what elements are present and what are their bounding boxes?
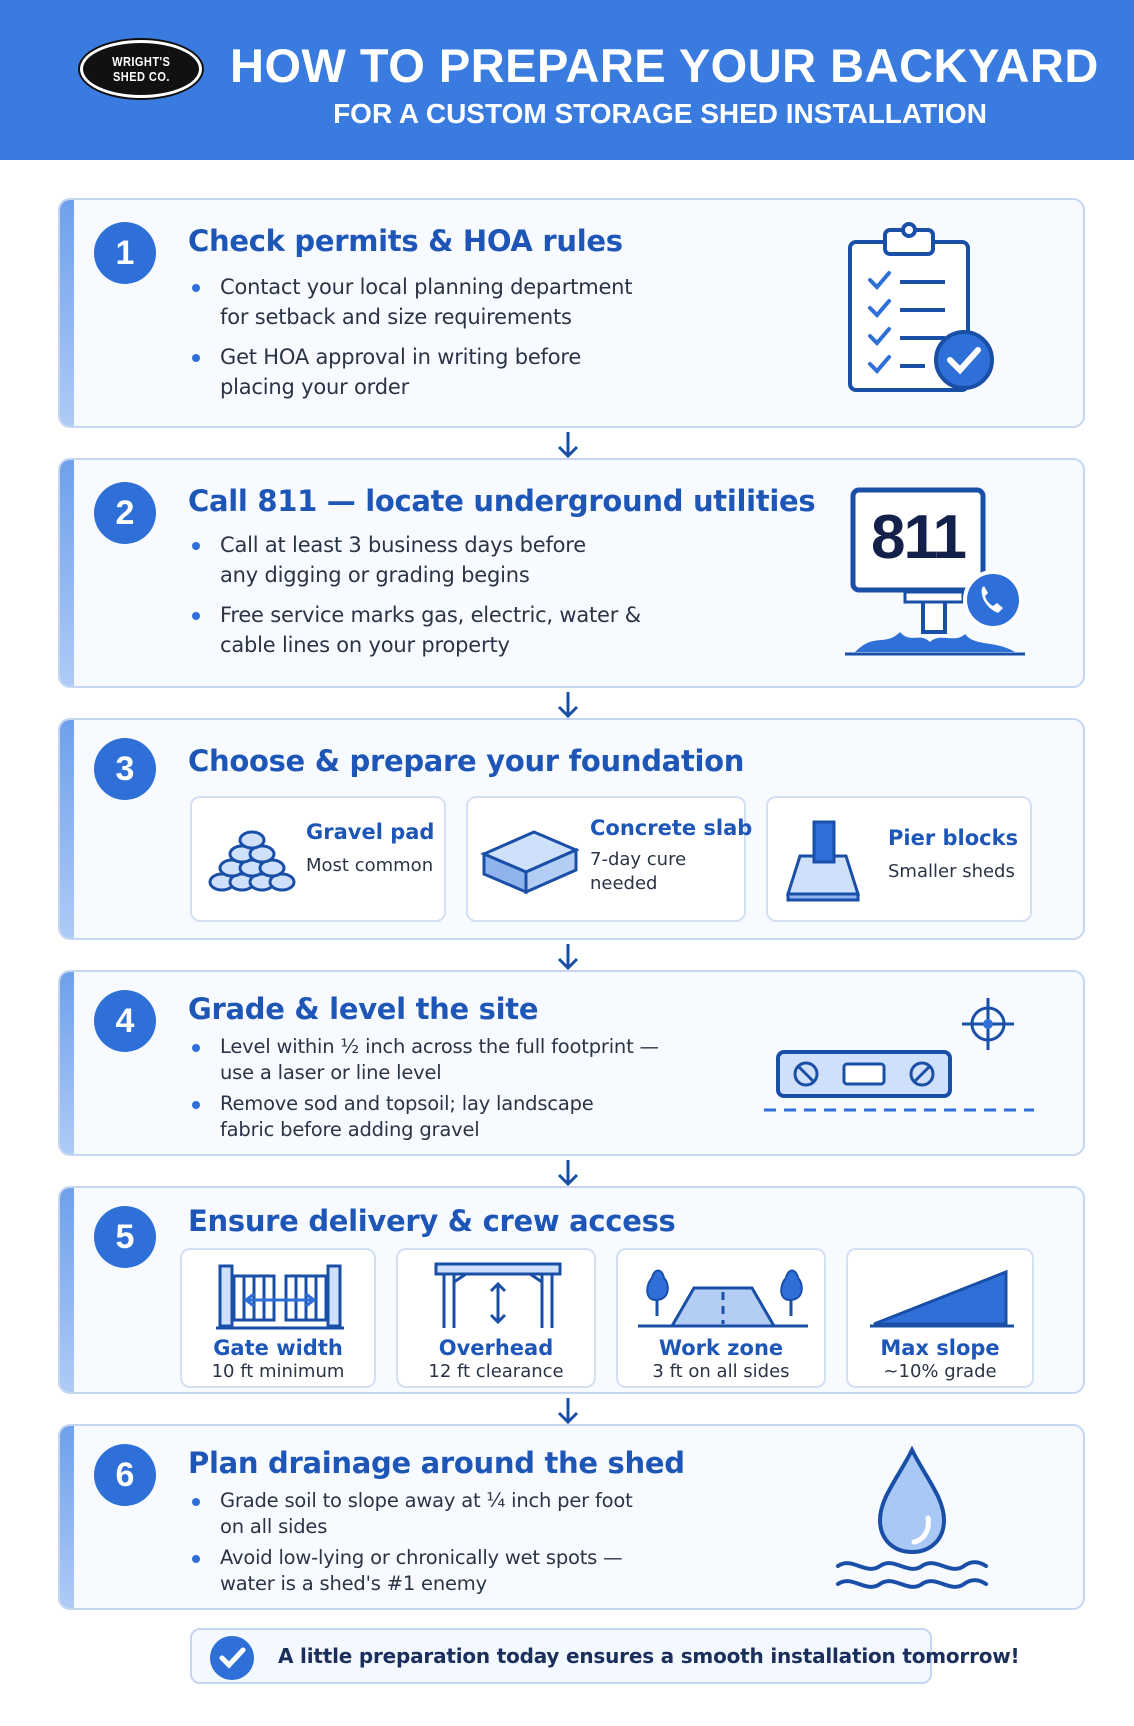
check-circle-icon (210, 1636, 254, 1680)
step-card-2 (58, 458, 1085, 688)
clipboard-checklist-icon (840, 220, 1010, 400)
step-number-badge: 2 (94, 482, 156, 544)
pier-block-icon (782, 816, 864, 906)
gravel-pile-icon (204, 824, 300, 894)
step-title: Call 811 — locate underground utilities (188, 484, 816, 518)
access-requirement-work-zone (616, 1248, 826, 1388)
bullet-item: Level within ½ inch across the full footprint — use a laser or line level (188, 1034, 659, 1086)
requirement-name: Overhead (438, 1336, 554, 1360)
requirement-name: Work zone (658, 1336, 784, 1360)
foundation-option-gravel (190, 796, 446, 922)
bullet-item: Remove sod and topsoil; lay landscape fabric before adding gravel (188, 1091, 659, 1143)
requirement-note: ~10% grade (883, 1361, 997, 1382)
water-drop-icon (832, 1444, 992, 1594)
requirement-note: 10 ft minimum (211, 1361, 345, 1382)
step-card-4 (58, 970, 1085, 1156)
level-tool-icon (764, 986, 1034, 1116)
bullet-item: Contact your local planning department for setback and size requirements (188, 272, 632, 332)
step-title: Grade & level the site (188, 992, 539, 1026)
step-card-6 (58, 1424, 1085, 1610)
requirement-note: 12 ft clearance (428, 1361, 564, 1382)
requirement-name: Max slope (880, 1336, 1000, 1360)
arrow-down-icon (556, 1396, 580, 1426)
sign-811-phone-icon (845, 482, 1025, 662)
bullet-item: Grade soil to slope away at ¼ inch per foot on all sides (188, 1488, 633, 1540)
step-card-5 (58, 1186, 1085, 1394)
step-bullets (188, 1488, 633, 1602)
sign-811-text: 811 (870, 503, 966, 572)
foundation-option-pier (766, 796, 1032, 922)
step-number-badge: 1 (94, 222, 156, 284)
step-title: Check permits & HOA rules (188, 224, 623, 258)
company-logo (80, 40, 202, 98)
foundation-option-concrete (466, 796, 753, 922)
option-name: Gravel pad (306, 820, 435, 844)
concrete-slab-icon (480, 824, 580, 896)
work-zone-icon (638, 1260, 808, 1330)
step-bullets (188, 1034, 659, 1148)
option-note: Most common (306, 855, 434, 876)
logo-line-1: WRIGHT'S (111, 54, 171, 69)
step-title: Ensure delivery & crew access (188, 1204, 676, 1238)
step-number-badge: 5 (94, 1206, 156, 1268)
footer-banner (190, 1628, 1020, 1684)
option-note: Smaller sheds (888, 861, 1015, 882)
option-name: Concrete slab (590, 816, 753, 840)
overhead-clearance-icon (434, 1260, 562, 1330)
access-requirement-gate (180, 1248, 376, 1388)
slope-icon (870, 1264, 1014, 1330)
arrow-down-icon (556, 430, 580, 460)
bullet-item: Free service marks gas, electric, water & cable lines on your property (188, 600, 641, 660)
gate-icon (216, 1260, 344, 1330)
bullet-item: Get HOA approval in writing before placing your order (188, 342, 632, 402)
requirement-name: Gate width (213, 1336, 343, 1360)
option-name: Pier blocks (888, 826, 1019, 850)
access-requirement-slope (846, 1248, 1034, 1388)
page-title: HOW TO PREPARE YOUR BACKYARD (230, 39, 1099, 92)
step-title: Choose & prepare your foundation (188, 744, 745, 778)
step-card-1 (58, 198, 1085, 428)
access-requirement-overhead (396, 1248, 596, 1388)
step-card-3 (58, 718, 1085, 940)
step-number-badge: 3 (94, 738, 156, 800)
header-banner (0, 0, 1134, 160)
arrow-down-icon (556, 690, 580, 720)
step-title: Plan drainage around the shed (188, 1446, 685, 1480)
step-bullets (188, 530, 641, 670)
step-bullets (188, 272, 632, 412)
logo-line-2: SHED CO. (112, 69, 170, 84)
footer-message: A little preparation today ensures a smooth installation tomorrow! (278, 1644, 1020, 1668)
requirement-note: 3 ft on all sides (652, 1361, 790, 1382)
arrow-down-icon (556, 942, 580, 972)
arrow-down-icon (556, 1158, 580, 1188)
step-number-badge: 6 (94, 1444, 156, 1506)
option-note: 7-day cure needed (590, 849, 687, 894)
step-number-badge: 4 (94, 990, 156, 1052)
bullet-item: Call at least 3 business days before any digging or grading begins (188, 530, 641, 590)
bullet-item: Avoid low-lying or chronically wet spots — water is a shed's #1 enemy (188, 1545, 633, 1597)
page-subtitle: FOR A CUSTOM STORAGE SHED INSTALLATION (333, 98, 987, 129)
